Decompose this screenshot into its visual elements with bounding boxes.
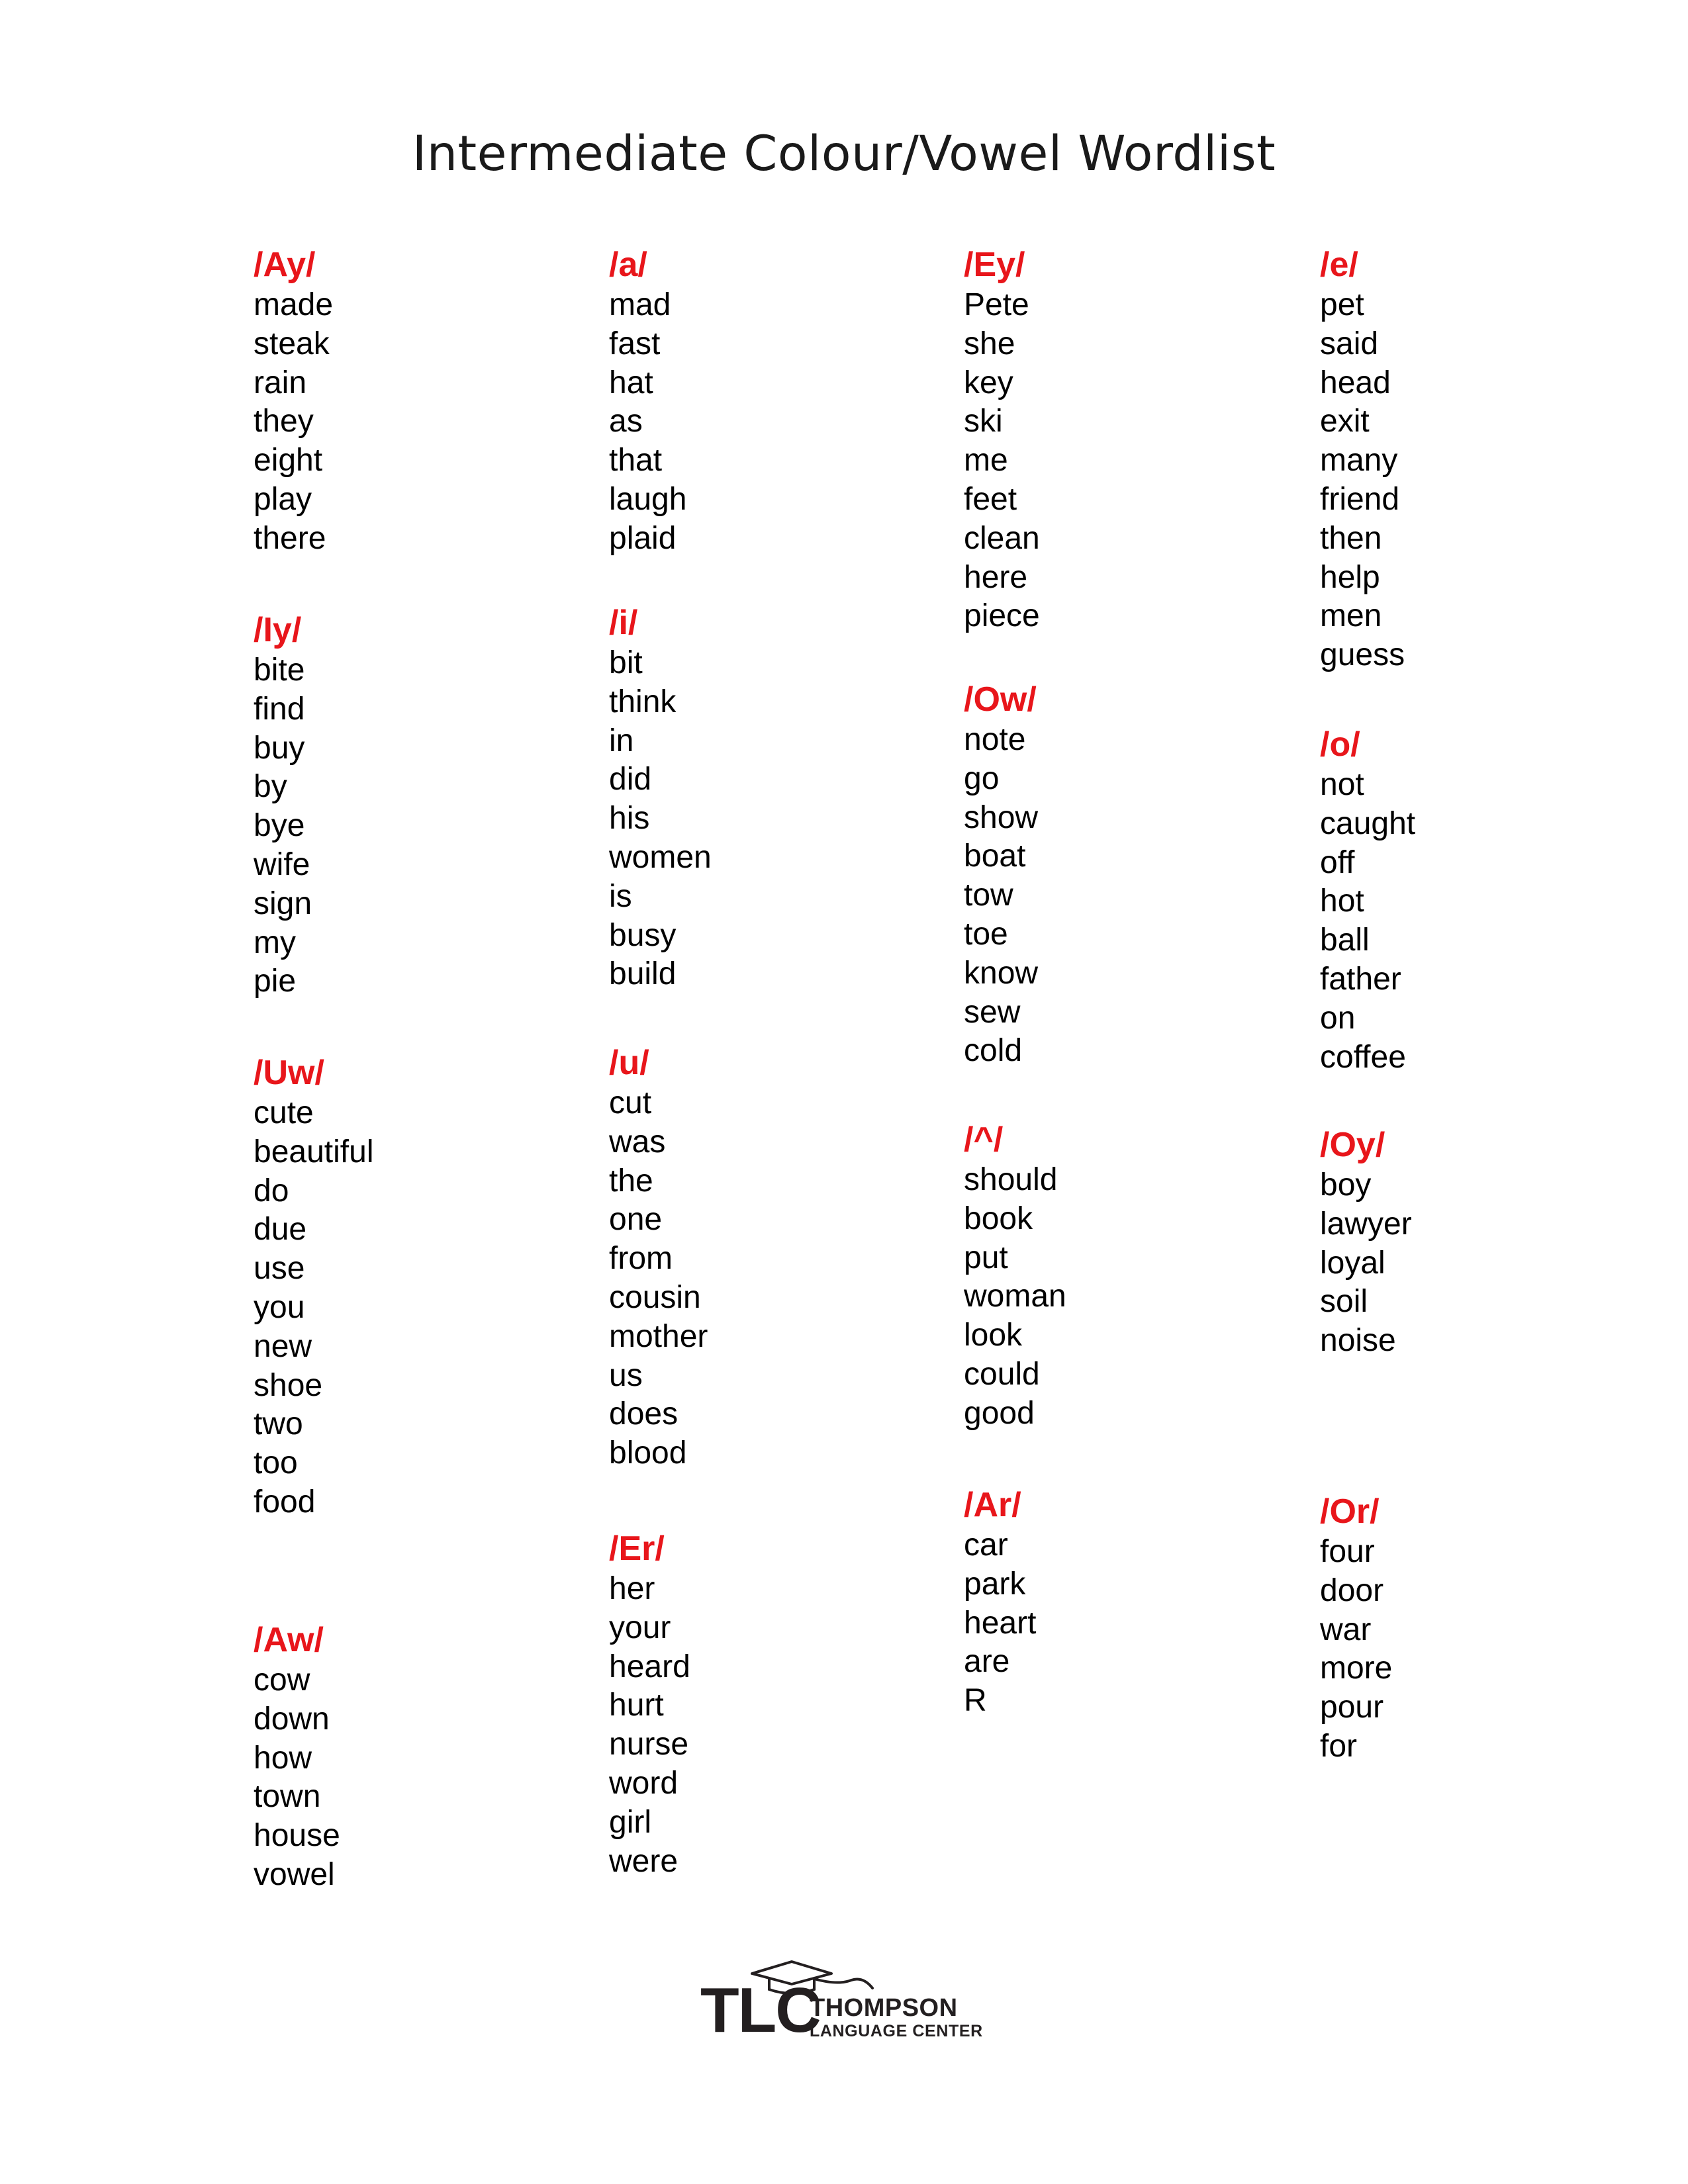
logo-mark: TLC [700,1975,820,2046]
vowel-group-aw [254,1619,598,1895]
vowel-group-ey [964,244,1308,636]
vowel-heading: /u/ [609,1044,649,1082]
word-item: coffee [1320,1039,1406,1075]
vowel-group-caret [964,1118,1308,1433]
vowel-group-i [609,602,953,994]
word-item: beautiful [254,1134,374,1169]
tlc-logo [700,1959,1005,2052]
vowel-heading: /Oy/ [1320,1126,1385,1164]
word-item: lawyer [1320,1206,1412,1242]
word-item: four [1320,1534,1375,1569]
word-item: sew [964,994,1021,1030]
logo-subtitle: LANGUAGE CENTER [810,2022,983,2040]
word-item: as [609,404,643,439]
word-item: in [609,723,634,758]
word-item: note [964,722,1026,757]
word-item: blood [609,1435,687,1471]
word-item: house [254,1818,340,1854]
word-item: the [609,1163,653,1199]
word-item: cold [964,1033,1023,1069]
word-item: pie [254,964,297,999]
word-item: there [254,520,326,556]
word-item: nurse [609,1727,689,1762]
word-item: cute [254,1095,314,1130]
word-item: she [964,326,1015,361]
word-item: tow [964,878,1013,913]
word-item: steak [254,326,330,361]
word-item: go [964,760,1000,796]
word-item: toe [964,916,1008,952]
vowel-heading: /Ow/ [964,680,1037,719]
word-item: Pete [964,287,1029,322]
word-item: on [1320,1000,1356,1036]
word-item: women [609,839,712,875]
word-item: could [964,1356,1040,1392]
word-item: bite [254,653,305,688]
word-item: war [1320,1612,1372,1647]
vowel-heading: /Ey/ [964,246,1025,284]
word-item: here [964,559,1028,595]
word-item: clean [964,520,1040,556]
word-item: heard [609,1649,690,1684]
vowel-heading: /Er/ [609,1529,665,1568]
word-item: due [254,1212,307,1248]
vowel-group-or [1320,1490,1664,1766]
word-item: noise [1320,1323,1396,1359]
word-item: hurt [609,1688,664,1723]
vowel-heading: /e/ [1320,246,1358,284]
word-item: feet [964,481,1017,517]
word-item: door [1320,1572,1384,1608]
vowel-group-ow [964,678,1308,1071]
word-item: girl [609,1804,652,1840]
word-item: my [254,925,296,960]
logo-name: THOMPSON [810,1994,958,2022]
word-item: soil [1320,1284,1368,1320]
word-item: us [609,1357,643,1393]
word-item: was [609,1124,666,1160]
word-item: exit [1320,404,1370,439]
word-item: woman [964,1279,1066,1314]
vowel-group-oy [1320,1124,1664,1361]
word-item: is [609,878,632,914]
word-item: off [1320,844,1355,880]
word-item: park [964,1566,1026,1602]
word-item: two [254,1406,303,1442]
word-item: many [1320,443,1398,478]
word-item: ball [1320,923,1370,958]
vowel-group-a [609,244,953,559]
word-item: cut [609,1085,652,1120]
word-item: guess [1320,637,1405,673]
vowel-heading: /Or/ [1320,1492,1380,1531]
word-item: think [609,684,677,719]
word-item: mother [609,1318,708,1354]
word-item: put [964,1240,1008,1275]
vowel-heading: /Iy/ [254,611,302,649]
word-item: fast [609,326,661,361]
word-item: did [609,762,652,797]
word-item: head [1320,365,1391,400]
word-item: your [609,1610,671,1645]
vowel-group-ar [964,1484,1308,1721]
word-item: caught [1320,805,1416,841]
word-item: ski [964,404,1003,439]
word-item: laugh [609,481,687,517]
vowel-heading: /Aw/ [254,1621,324,1659]
word-item: then [1320,520,1382,556]
word-item: does [609,1396,679,1432]
word-item: book [964,1201,1033,1236]
word-item: know [964,955,1039,991]
word-item: sign [254,886,312,921]
word-item: for [1320,1728,1358,1764]
word-item: they [254,404,314,439]
word-item: from [609,1241,673,1277]
word-item: good [964,1395,1035,1431]
word-item: buy [254,730,305,766]
vowel-group-iy [254,609,598,1001]
word-item: play [254,481,312,517]
word-item: heart [964,1605,1037,1641]
word-item: word [609,1765,679,1801]
word-item: piece [964,598,1040,634]
word-item: pour [1320,1690,1384,1725]
word-item: food [254,1484,316,1520]
vowel-group-e [1320,244,1664,675]
word-item: his [609,801,650,837]
word-item: car [964,1527,1008,1563]
vowel-group-u [609,1042,953,1473]
word-item: pet [1320,287,1364,322]
word-item: cousin [609,1279,701,1315]
word-item: you [254,1289,305,1325]
word-item: down [254,1701,330,1737]
vowel-heading: /o/ [1320,725,1360,764]
word-item: boy [1320,1167,1372,1203]
word-item: show [964,799,1039,835]
word-item: hat [609,365,653,400]
vowel-heading: /Ar/ [964,1486,1021,1524]
word-item: should [964,1162,1058,1197]
vowel-group-ay [254,244,598,559]
word-item: friend [1320,481,1400,517]
vowel-group-uw [254,1052,598,1522]
word-item: bye [254,808,305,844]
word-item: one [609,1202,663,1238]
word-item: by [254,769,287,805]
word-item: town [254,1779,321,1815]
word-item: how [254,1740,312,1776]
word-item: eight [254,443,323,478]
word-item: key [964,365,1013,400]
word-item: that [609,443,663,478]
word-item: look [964,1318,1023,1353]
word-item: said [1320,326,1379,361]
word-item: new [254,1328,312,1364]
word-item: find [254,691,305,727]
word-item: wife [254,846,310,882]
word-item: rain [254,365,307,400]
word-item: not [1320,767,1364,802]
vowel-heading: /Uw/ [254,1054,324,1092]
word-item: R [964,1683,987,1719]
word-item: boat [964,839,1026,874]
word-item: cow [254,1662,310,1698]
word-item: too [254,1445,298,1481]
word-item: do [254,1173,289,1208]
word-item: loyal [1320,1245,1385,1281]
word-item: bit [609,645,643,680]
vowel-heading: /i/ [609,604,638,642]
word-item: were [609,1843,679,1879]
word-item: use [254,1251,305,1287]
word-item: plaid [609,520,677,556]
word-item: build [609,956,677,992]
word-item: father [1320,961,1401,997]
word-item: men [1320,598,1382,634]
page-title: Intermediate Colour/Vowel Wordlist [412,126,1276,182]
vowel-heading: /^/ [964,1120,1004,1159]
word-item: are [964,1644,1010,1680]
vowel-heading: /Ay/ [254,246,316,284]
word-item: made [254,287,334,322]
vowel-group-o [1320,723,1664,1077]
word-item: her [609,1571,655,1606]
word-item: help [1320,559,1380,595]
word-item: me [964,443,1008,478]
vowel-group-er [609,1527,953,1881]
word-item: hot [1320,884,1364,919]
vowel-heading: /a/ [609,246,647,284]
word-item: more [1320,1651,1393,1686]
word-item: vowel [254,1856,335,1892]
word-item: mad [609,287,671,322]
word-item: busy [609,917,677,953]
word-item: shoe [254,1367,323,1403]
